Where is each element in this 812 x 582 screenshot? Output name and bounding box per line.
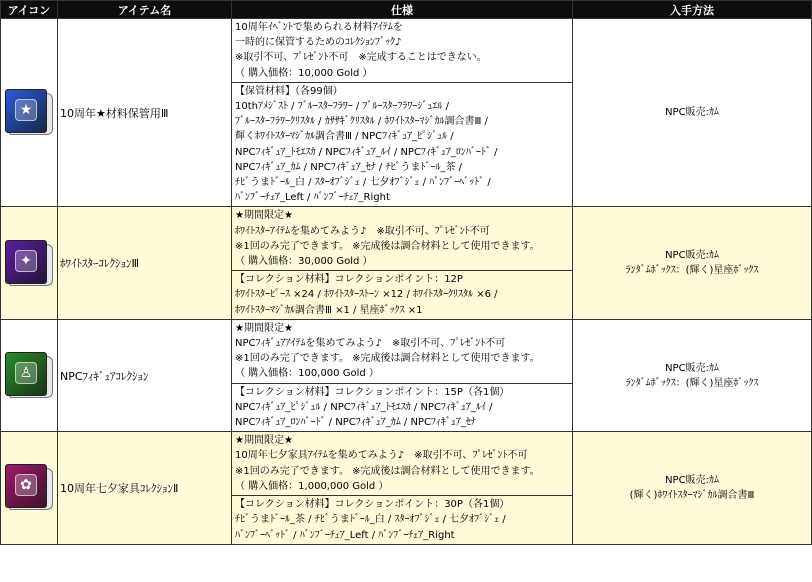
acquisition-line: NPC販売:ｶﾑ <box>665 474 719 486</box>
material-line: 【コレクション材料】コレクションポイント：12P <box>235 274 463 286</box>
header-row <box>1 1 812 19</box>
item-row <box>1 319 812 383</box>
item-spec-materials <box>232 82 573 207</box>
spec-line: （ 購入価格：1,000,000 Gold ） <box>235 480 389 492</box>
acquisition-line: NPC販売:ｶﾑ <box>665 362 719 374</box>
material-line: ﾎﾜｲﾄｽﾀｰﾏｼﾞｶﾙ調合書Ⅲ ×1 / 星座ﾎﾞｯｸｽ ×1 <box>235 304 423 316</box>
item-acquisition <box>573 319 812 431</box>
acquisition-line: NPC販売:ｶﾑ <box>665 107 719 119</box>
material-line: 10thｱﾒｼﾞｽﾄ / ﾌﾞﾙｰｽﾀｰﾌﾗﾜｰ / ﾌﾞﾙｰｽﾀｰﾌﾗﾜｰｼﾞｭｴﾙ / <box>235 101 449 113</box>
item-icon-cell <box>1 432 58 544</box>
material-line: ﾌﾞﾙｰｽﾀｰﾌﾗﾜｰｸﾘｽﾀﾙ / ｶｻｻｷﾞｸﾘｽﾀﾙ / ﾎﾜｲﾄｽﾀｰﾏｼﾞｶﾙ調合書Ⅲ / <box>235 116 488 128</box>
header-name: アイテム名 <box>58 1 232 19</box>
acquisition-line: (輝く)ﾎﾜｲﾄｽﾀｰﾏｼﾞｶﾙ調合書Ⅲ <box>629 489 755 501</box>
spec-line: ※1回のみ完了できます。 ※完成後は調合材料として使用できます。 <box>235 465 540 477</box>
spec-line: ※1回のみ完了できます。 ※完成後は調合材料として使用できます。 <box>235 240 540 252</box>
spec-line: ※1回のみ完了できます。 ※完成後は調合材料として使用できます。 <box>235 353 540 365</box>
item-name: 10周年★材料保管用Ⅲ <box>58 19 232 207</box>
spec-line: NPCﾌｨｷﾞｭｱｱｲﾃﾑを集めてみよう♪ ※取引不可、ﾌﾟﾚｾﾞﾝﾄ不可 <box>235 338 506 350</box>
spec-line: （ 購入価格：10,000 Gold ） <box>235 67 373 79</box>
item-spec-materials <box>232 496 573 545</box>
item-row <box>1 432 812 496</box>
acquisition-line: NPC販売:ｶﾑ <box>665 250 719 262</box>
item-spec-description <box>232 19 573 83</box>
item-spec-description <box>232 432 573 496</box>
material-line: 【コレクション材料】コレクションポイント：15P（各1個） <box>235 386 510 398</box>
spec-line: ★期間限定★ <box>235 210 293 222</box>
acquisition-line: ﾗﾝﾀﾞﾑﾎﾞｯｸｽ：(輝く)星座ﾎﾞｯｸｽ <box>625 377 759 389</box>
item-acquisition <box>573 207 812 319</box>
material-line: ﾊﾞﾝﾌﾞｰﾍﾞｯﾄﾞ / ﾊﾞﾝﾌﾞｰﾁｪｱ_Left / ﾊﾞﾝﾌﾞｰﾁｪｱ_Right <box>235 529 455 541</box>
item-acquisition <box>573 432 812 544</box>
item-name: ﾎﾜｲﾄｽﾀｰｺﾚｸｼｮﾝⅢ <box>58 207 232 319</box>
spec-line: 10周年七夕家具ｱｲﾃﾑを集めてみよう♪ ※取引不可、ﾌﾟﾚｾﾞﾝﾄ不可 <box>235 450 528 462</box>
item-spec-materials <box>232 383 573 432</box>
item-row <box>1 19 812 83</box>
header-spec: 仕様 <box>232 1 573 19</box>
item-icon-cell <box>1 207 58 319</box>
material-line: 【保管材料】（各99個） <box>235 85 343 97</box>
material-line: ﾁﾋﾞうまﾄﾞｰﾙ_茶 / ﾁﾋﾞうまﾄﾞｰﾙ_白 / ｽﾀｰｵﾌﾞｼﾞｪ / 七夕ｵﾌﾞｼﾞｪ / <box>235 514 506 526</box>
item-name: NPCﾌｨｷﾞｭｱｺﾚｸｼｮﾝ <box>58 319 232 431</box>
spec-line: ★期間限定★ <box>235 435 293 447</box>
spec-line: ★期間限定★ <box>235 322 293 334</box>
header-how: 入手方法 <box>573 1 812 19</box>
material-line: ﾎﾜｲﾄｽﾀｰﾋﾟｰｽ ×24 / ﾎﾜｲﾄｽﾀｰｽﾄｰﾝ ×12 / ﾎﾜｲﾄｽﾀｰｸﾘｽﾀﾙ ×6 / <box>235 289 498 301</box>
material-line: NPCﾌｨｷﾞｭｱ_ﾋﾟｼﾞｭﾙ / NPCﾌｨｷﾞｭｱ_ﾄﾓｴｽｶ / NPCﾌｨｷﾞｭｱ_ﾙｲ / <box>235 401 493 413</box>
material-line: NPCﾌｨｷﾞｭｱ_ﾄﾓｴｽｶ / NPCﾌｨｷﾞｭｱ_ﾙｲ / NPCﾌｨｷﾞｭｱ_ﾛﾝﾊﾞｰﾄﾞ / <box>235 146 498 158</box>
purple-star-book-icon: ✦ <box>3 238 55 286</box>
material-line: 【コレクション材料】コレクションポイント：30P（各1個） <box>235 499 510 511</box>
item-icon-cell <box>1 319 58 431</box>
blue-star-book-icon: ★ <box>3 87 55 135</box>
pink-furniture-book-icon: ✿ <box>3 462 55 510</box>
acquisition-line: ﾗﾝﾀﾞﾑﾎﾞｯｸｽ：(輝く)星座ﾎﾞｯｸｽ <box>625 265 759 277</box>
material-line: NPCﾌｨｷﾞｭｱ_ﾛﾝﾊﾞｰﾄﾞ / NPCﾌｨｷﾞｭｱ_ｶﾑ / NPCﾌｨｷﾞｭｱ_ｾﾅ <box>235 417 476 429</box>
spec-line: ※取引不可、ﾌﾟﾚｾﾞﾝﾄ不可 ※完成することはできない。 <box>235 52 487 64</box>
spec-line: 10周年ｲﾍﾞﾝﾄで集められる材料ｱｲﾃﾑを <box>235 22 403 33</box>
material-line: NPCﾌｨｷﾞｭｱ_ｶﾑ / NPCﾌｨｷﾞｭｱ_ｾﾅ / ﾁﾋﾞうまﾄﾞｰﾙ_茶 / <box>235 161 462 173</box>
green-figure-book-icon: ♙ <box>3 350 55 398</box>
material-line: ﾊﾞﾝﾌﾞｰﾁｪｱ_Left / ﾊﾞﾝﾌﾞｰﾁｪｱ_Right <box>235 192 390 204</box>
spec-line: （ 購入価格：100,000 Gold ） <box>235 368 379 380</box>
spec-line: 一時的に保管するためのｺﾚｸｼｮﾝﾌﾞｯｸ♪ <box>235 37 402 49</box>
item-icon-cell <box>1 19 58 207</box>
material-line: 輝くﾎﾜｲﾄｽﾀｰﾏｼﾞｶﾙ調合書Ⅲ / NPCﾌｨｷﾞｭｱ_ﾋﾟｼﾞｭﾙ / <box>235 131 454 143</box>
item-spec-description <box>232 207 573 271</box>
item-acquisition <box>573 19 812 207</box>
item-spec-materials <box>232 271 573 320</box>
item-name: 10周年七夕家具ｺﾚｸｼｮﾝⅡ <box>58 432 232 544</box>
header-icon: アイコン <box>1 1 58 19</box>
item-row <box>1 207 812 271</box>
material-line: ﾁﾋﾞうまﾄﾞｰﾙ_白 / ｽﾀｰｵﾌﾞｼﾞｪ / 七夕ｵﾌﾞｼﾞｪ / ﾊﾞﾝﾌﾞｰﾍﾞｯﾄﾞ / <box>235 177 491 189</box>
spec-line: ﾎﾜｲﾄｽﾀｰｱｲﾃﾑを集めてみよう♪ ※取引不可、ﾌﾟﾚｾﾞﾝﾄ不可 <box>235 225 490 237</box>
item-spec-description <box>232 319 573 383</box>
spec-line: （ 購入価格：30,000 Gold ） <box>235 256 373 268</box>
